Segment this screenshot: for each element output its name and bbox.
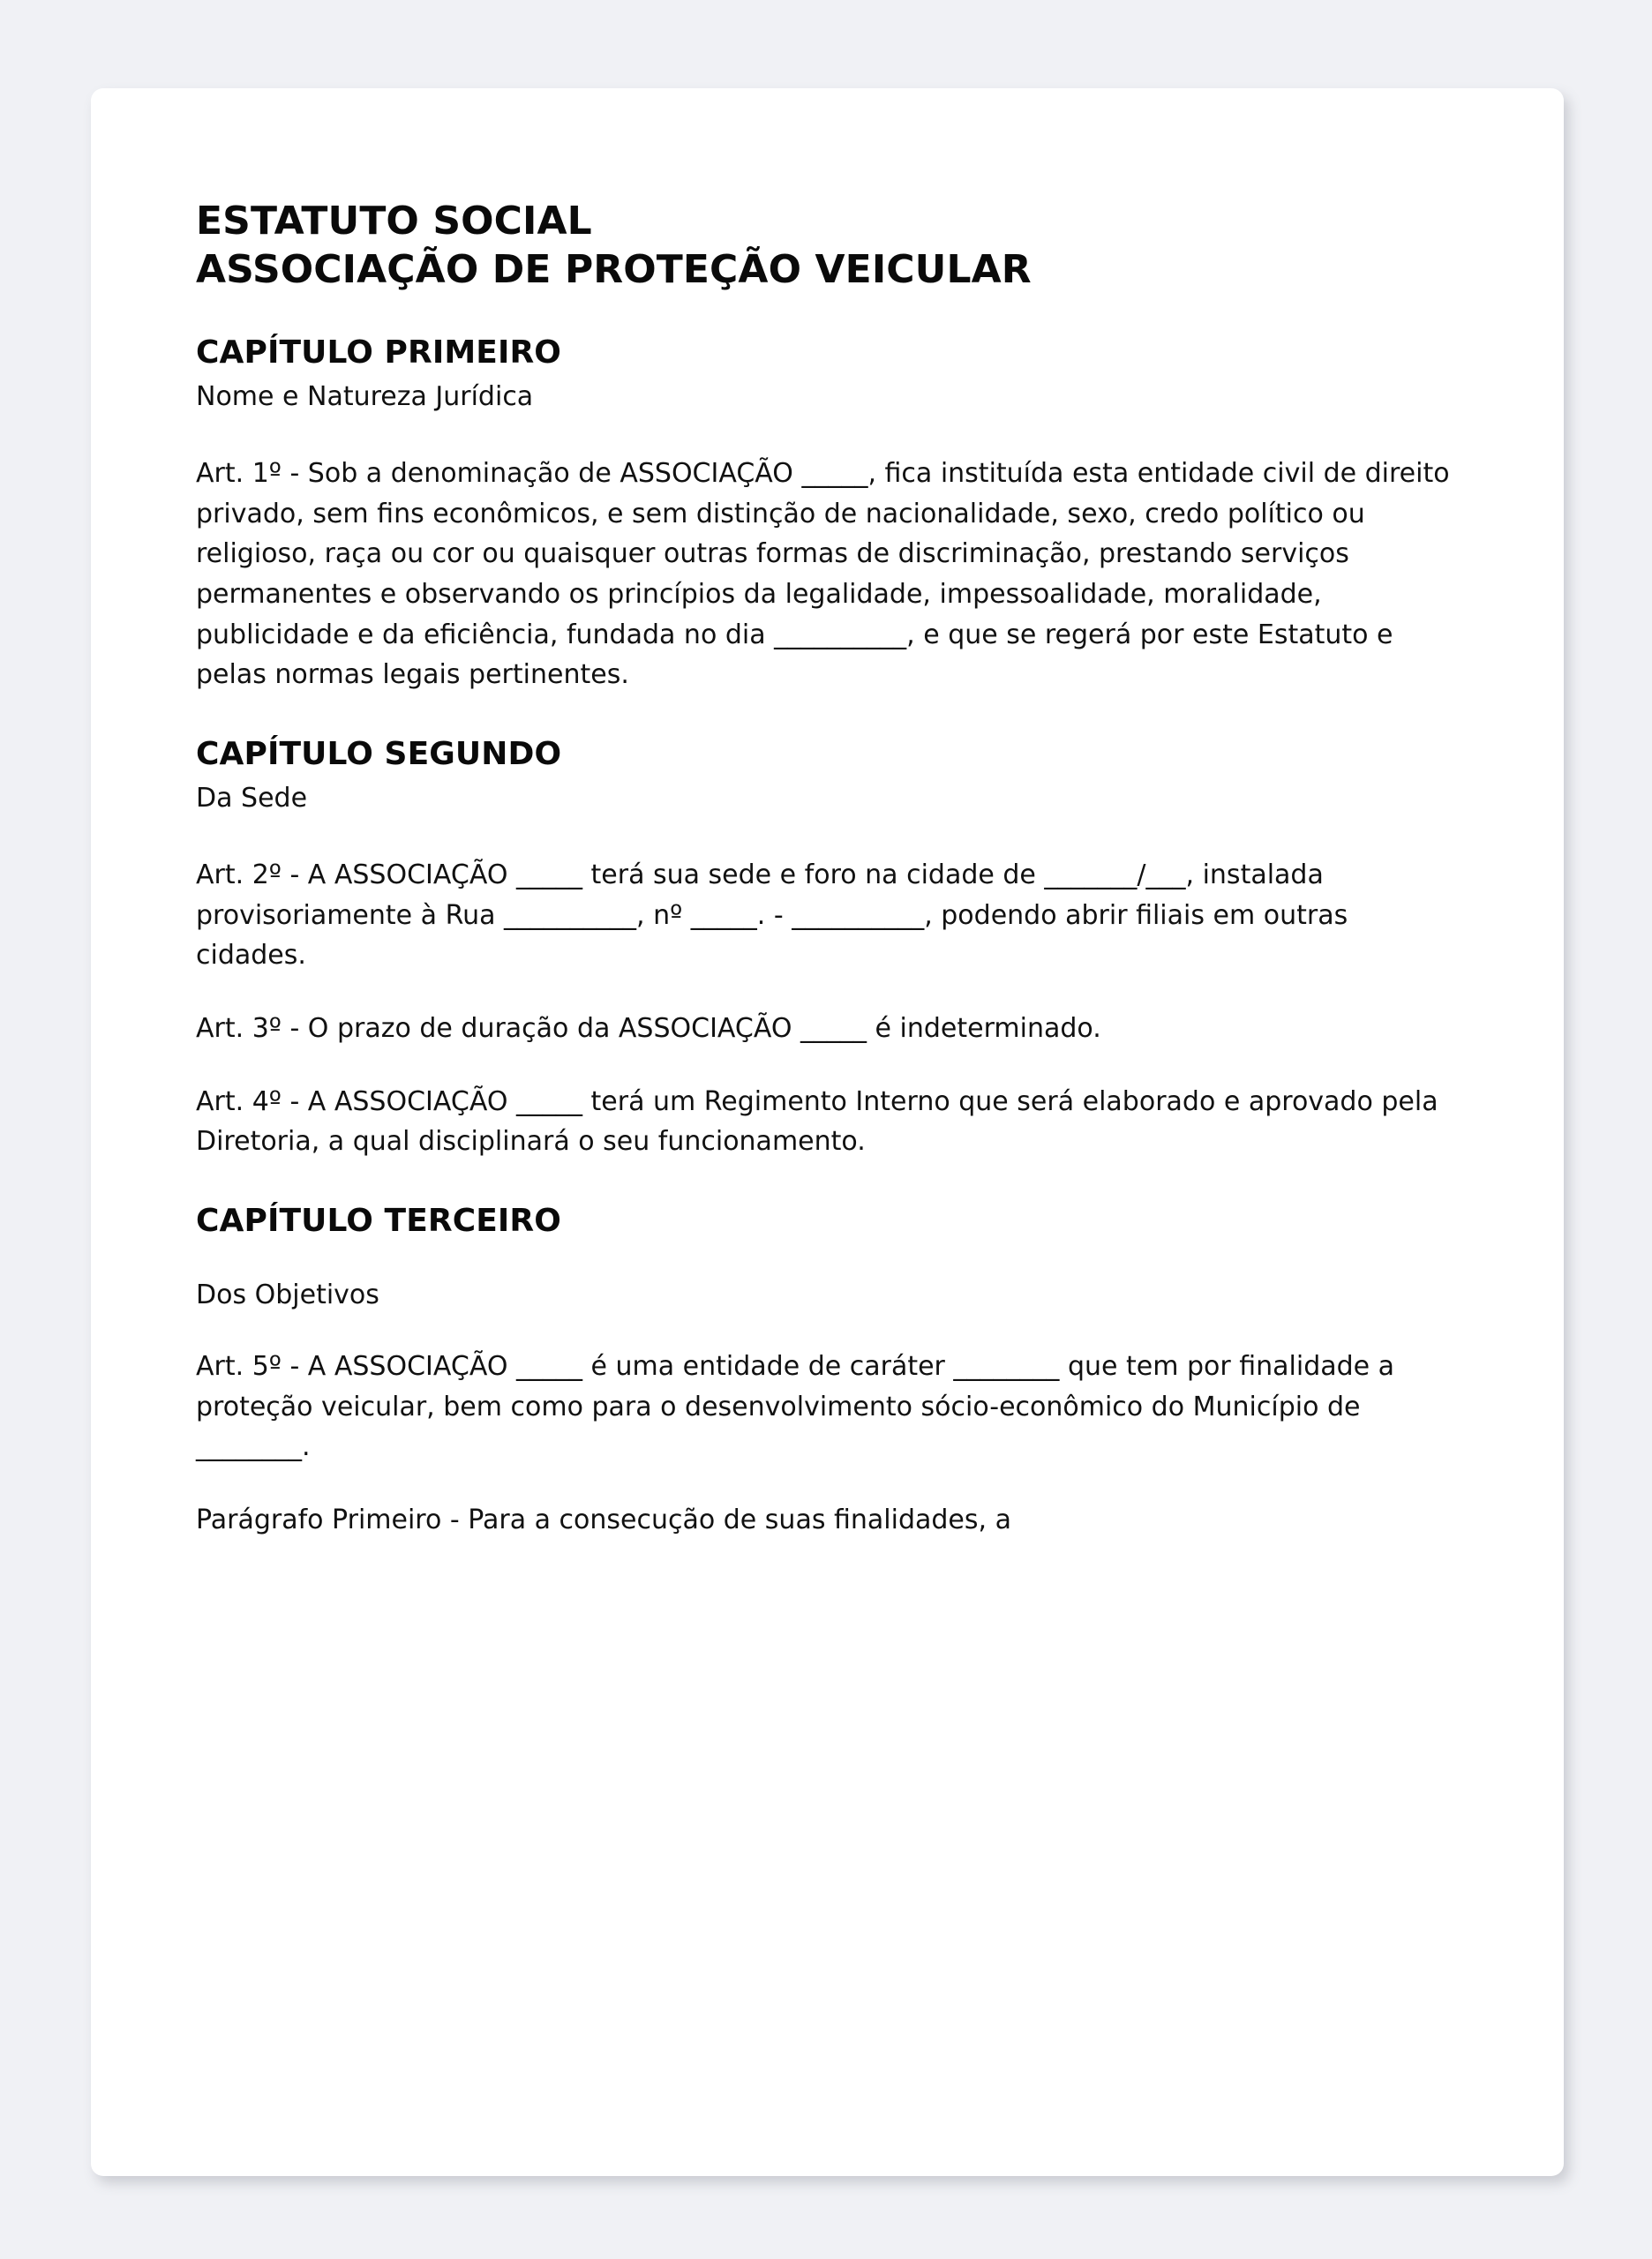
page-title-line-2: ASSOCIAÇÃO DE PROTEÇÃO VEICULAR <box>196 247 1032 292</box>
spacer <box>196 816 1453 855</box>
spacer <box>196 1467 1453 1500</box>
spacer <box>196 1162 1453 1201</box>
document-card <box>91 88 1564 2176</box>
article-paragraph-1-1: Art. 1º - Sob a denominação de ASSOCIAÇÃO _____, fica instituída esta entidade civil de direito privado, sem fins econômicos, e sem distinção de nacionalidade, sexo, credo político ou religioso, raça ou cor ou quaisquer outras formas de discriminação, prestando serviços permanentes e observando os princípios da legalidade, impessoalidade, moralidade, publicidade e da eficiência, fundada no dia __________, e que se regerá por este Estatuto e pelas normas legais pertinentes. <box>196 458 1450 691</box>
article-paragraph-2-2: Art. 3º - O prazo de duração da ASSOCIAÇÃO _____ é indeterminado. <box>196 1012 1101 1044</box>
spacer <box>196 1049 1453 1082</box>
document-body <box>196 197 1453 1540</box>
article-paragraph-2-3: Art. 4º - A ASSOCIAÇÃO _____ terá um Regimento Interno que será elaborado e aprovado pela Diretoria, a qual disciplinará o seu funcionamento. <box>196 1085 1438 1158</box>
spacer <box>196 695 1453 734</box>
spacer <box>196 1313 1453 1347</box>
spacer <box>196 415 1453 454</box>
spacer <box>196 1242 1453 1278</box>
chapter-heading-2: CAPÍTULO SEGUNDO <box>196 735 562 772</box>
spacer <box>196 976 1453 1009</box>
spacer <box>196 294 1453 333</box>
chapter-subtitle-1: Nome e Natureza Jurídica <box>196 380 534 412</box>
article-paragraph-2-1: Art. 2º - A ASSOCIAÇÃO _____ terá sua sede e foro na cidade de _______/___, instalada provisoriamente à Rua __________, nº _____. - __________, podendo abrir filiais em outras cidades. <box>196 859 1348 972</box>
chapter-subtitle-2: Da Sede <box>196 782 308 814</box>
page-title <box>196 197 1453 294</box>
chapter-subtitle-3: Dos Objetivos <box>196 1279 379 1310</box>
article-paragraph-3-1: Art. 5º - A ASSOCIAÇÃO _____ é uma entidade de caráter ________ que tem por finalidade a proteção veicular, bem como para o desenvolvimento sócio-econômico do Município de ________. <box>196 1351 1395 1463</box>
article-paragraph-3-2: Parágrafo Primeiro - Para a consecução de suas finalidades, a <box>196 1504 1011 1535</box>
chapter-heading-3: CAPÍTULO TERCEIRO <box>196 1202 561 1239</box>
page-title-line-1: ESTATUTO SOCIAL <box>196 199 592 244</box>
chapter-heading-1: CAPÍTULO PRIMEIRO <box>196 334 561 371</box>
